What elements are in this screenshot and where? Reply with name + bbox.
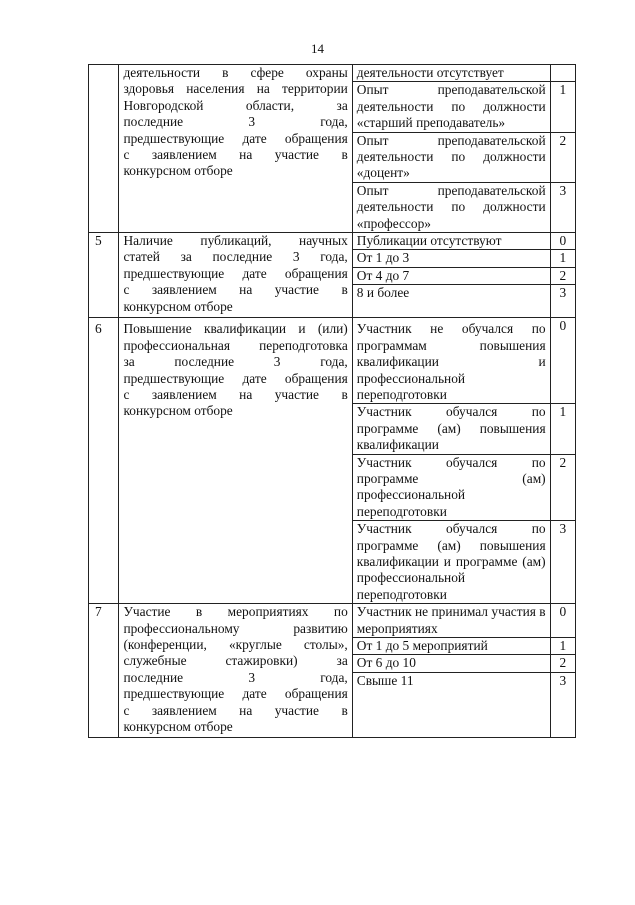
option-text: От 4 до 7 bbox=[352, 267, 550, 284]
option-score: 1 bbox=[550, 404, 575, 454]
option-score: 2 bbox=[550, 267, 575, 284]
option-text: Участник обучался по программе (ам) повышения квалификации bbox=[352, 404, 550, 454]
option-score: 2 bbox=[550, 454, 575, 521]
option-score: 3 bbox=[550, 672, 575, 737]
option-text: Опыт преподавательской деятельности по должности «старший преподаватель» bbox=[352, 82, 550, 132]
option-score bbox=[550, 65, 575, 82]
row-number bbox=[89, 65, 119, 233]
option-score: 2 bbox=[550, 655, 575, 672]
option-text: От 6 до 10 bbox=[352, 655, 550, 672]
option-score: 2 bbox=[550, 132, 575, 182]
criterion-text: деятельности в сфере охраны здоровья населения на территории Новгородской области, за последние 3 года, предшествующие дате обращения с заявлением на участие в конкурсном отборе bbox=[119, 65, 352, 233]
page-number: 14 bbox=[311, 41, 324, 56]
option-text: Публикации отсутствуют bbox=[352, 233, 550, 250]
option-text: Участник не принимал участия в мероприятиях bbox=[352, 604, 550, 638]
row-number: 7 bbox=[89, 604, 119, 738]
option-score: 0 bbox=[550, 318, 575, 404]
criterion-text: Наличие публикаций, научных статей за последние 3 года, предшествующие дате обращения с заявлением на участие в конкурсном отборе bbox=[119, 233, 352, 318]
option-text: От 1 до 5 мероприятий bbox=[352, 638, 550, 655]
criteria-table bbox=[88, 64, 576, 738]
criterion-text: Участие в мероприятиях по профессиональному развитию (конференции, «круглые столы», служебные стажировки) за последние 3 года, предшествующие дате обращения с заявлением на участие в конкурсном отборе bbox=[119, 604, 352, 738]
table-row bbox=[89, 233, 576, 250]
option-score: 0 bbox=[550, 233, 575, 250]
option-score: 3 bbox=[550, 182, 575, 232]
option-text: 8 и более bbox=[352, 285, 550, 318]
option-score: 0 bbox=[550, 604, 575, 638]
table-row bbox=[89, 604, 576, 638]
table-row bbox=[89, 318, 576, 404]
option-text: Свыше 11 bbox=[352, 672, 550, 737]
option-text: Участник не обучался по программам повышения квалификации и профессиональной переподготовки bbox=[352, 318, 550, 404]
option-text: Опыт преподавательской деятельности по должности «профессор» bbox=[352, 182, 550, 232]
option-text: деятельности отсутствует bbox=[352, 65, 550, 82]
row-number: 6 bbox=[89, 318, 119, 604]
option-text: Участник обучался по программе (ам) повышения квалификации и программе (ам) профессиональной переподготовки bbox=[352, 521, 550, 604]
criterion-text: Повышение квалификации и (или) профессиональная переподготовка за последние 3 года, предшествующие дате обращения с заявлением на участие в конкурсном отборе bbox=[119, 318, 352, 604]
option-text: Опыт преподавательской деятельности по должности «доцент» bbox=[352, 132, 550, 182]
option-score: 1 bbox=[550, 82, 575, 132]
option-score: 3 bbox=[550, 521, 575, 604]
option-score: 1 bbox=[550, 250, 575, 267]
option-score: 3 bbox=[550, 285, 575, 318]
option-score: 1 bbox=[550, 638, 575, 655]
table-row bbox=[89, 65, 576, 82]
option-text: Участник обучался по программе (ам) профессиональной переподготовки bbox=[352, 454, 550, 521]
row-number: 5 bbox=[89, 233, 119, 318]
option-text: От 1 до 3 bbox=[352, 250, 550, 267]
